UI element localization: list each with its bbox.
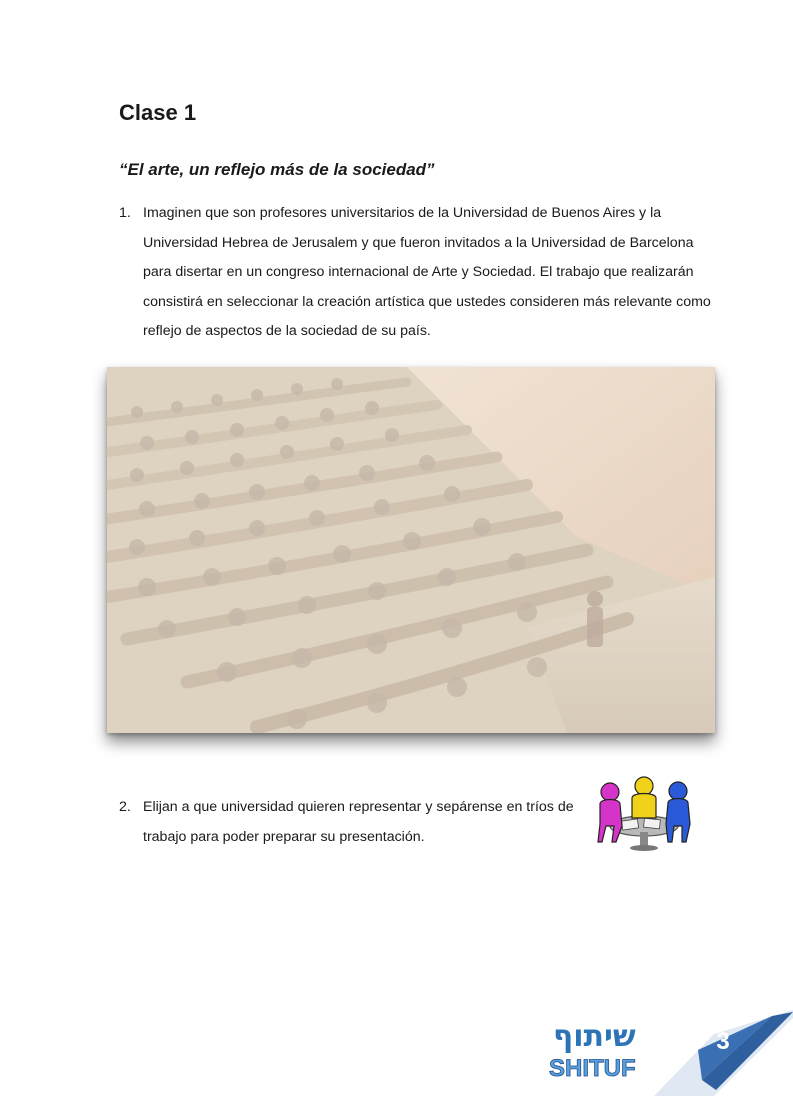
list-item-text: Imaginen que son profesores universitarios de la Universidad de Buenos Aires y la Universidad Hebrea de Jerusalem y que fueron invitados a la Universidad de Barcelona para disertar en un congreso internacional de Arte y Sociedad. El trabajo que realizarán consistirá en seleccionar la creación artística que ustedes consideren más relevante como reflejo de aspectos de la sociedad de su país. [143,205,711,339]
shituf-logo [545,1014,660,1084]
page-number: 3 [716,1028,730,1055]
list-item [119,199,719,347]
list-item-number: 1. [119,205,131,221]
list-item [119,793,579,852]
section-subtitle: “El arte, un reflejo más de la sociedad” [119,160,435,179]
list-item-number: 2. [119,799,131,815]
logo-hebrew: שיתוף [553,1019,636,1054]
lecture-hall-photo [107,367,715,733]
three-people-at-table-icon [594,776,694,852]
page-title: Clase 1 [119,100,197,125]
list-item-text: Elijan a que universidad quieren representar y sepárense en tríos de trabajo para poder preparar su presentación. [143,799,574,845]
logo-latin: SHITUF [549,1055,636,1082]
